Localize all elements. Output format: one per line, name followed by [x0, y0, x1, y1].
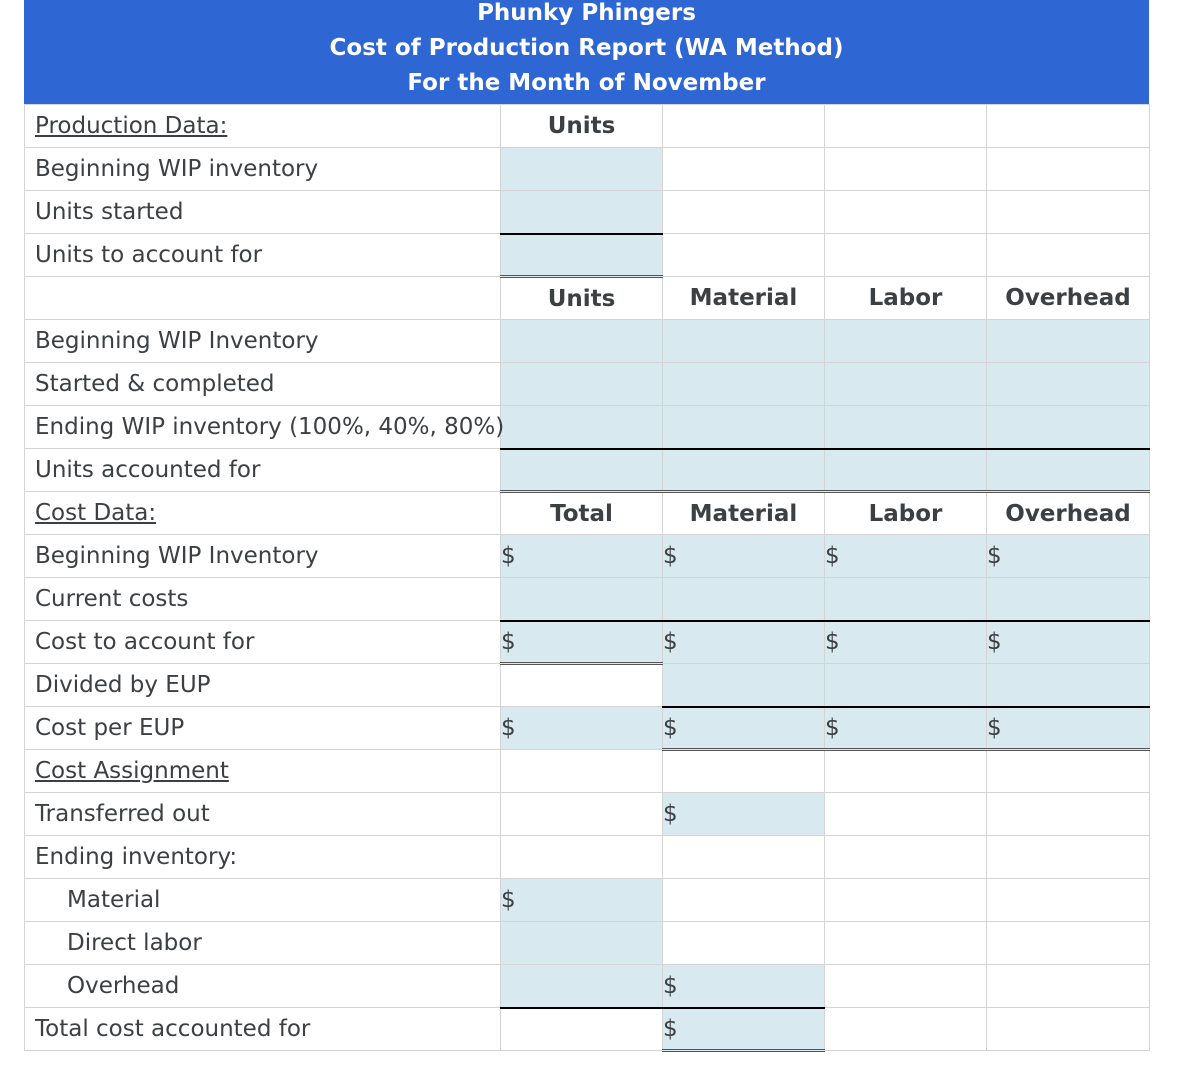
- table-row: [25, 965, 1150, 1008]
- report-period: For the Month of November: [407, 70, 766, 96]
- col-header: Labor: [825, 492, 987, 535]
- col-header: Overhead: [987, 492, 1150, 535]
- input-cell[interactable]: [663, 449, 825, 492]
- currency-input[interactable]: $: [987, 621, 1150, 664]
- input-cell[interactable]: [987, 406, 1150, 449]
- input-cell[interactable]: [987, 320, 1150, 363]
- row-label: Beginning WIP Inventory: [25, 320, 501, 363]
- table-row: [25, 105, 1150, 148]
- input-cell[interactable]: [825, 406, 987, 449]
- input-cell[interactable]: [987, 578, 1150, 621]
- input-cell[interactable]: [987, 664, 1150, 707]
- input-cell[interactable]: [501, 363, 663, 406]
- col-header: Units: [501, 277, 663, 320]
- row-label: Units to account for: [25, 234, 501, 277]
- table-row: [25, 707, 1150, 750]
- input-cell[interactable]: [501, 449, 663, 492]
- input-cell[interactable]: [501, 578, 663, 621]
- input-cell[interactable]: [501, 406, 663, 449]
- table-row: [25, 492, 1150, 535]
- currency-input[interactable]: $: [663, 965, 825, 1008]
- currency-input[interactable]: $: [501, 621, 663, 664]
- col-header: Overhead: [987, 277, 1150, 320]
- input-cell[interactable]: [825, 578, 987, 621]
- input-cell[interactable]: [987, 363, 1150, 406]
- table-row: [25, 535, 1150, 578]
- table-row: [25, 277, 1150, 320]
- row-label: Beginning WIP inventory: [25, 148, 501, 191]
- table-row: [25, 234, 1150, 277]
- units-header: Units: [501, 105, 663, 148]
- input-cell[interactable]: [663, 578, 825, 621]
- input-cell[interactable]: [825, 363, 987, 406]
- col-header: Material: [663, 277, 825, 320]
- currency-input[interactable]: $: [501, 879, 663, 922]
- row-label: Direct labor: [25, 922, 501, 965]
- currency-input[interactable]: $: [501, 707, 663, 750]
- input-cell[interactable]: [663, 406, 825, 449]
- table-row: [25, 664, 1150, 707]
- currency-input[interactable]: $: [663, 793, 825, 836]
- input-cell[interactable]: [987, 449, 1150, 492]
- table-row: [25, 793, 1150, 836]
- row-label: Total cost accounted for: [25, 1008, 501, 1051]
- table-row: [25, 578, 1150, 621]
- input-cell[interactable]: [501, 191, 663, 234]
- table-row: [25, 363, 1150, 406]
- input-cell[interactable]: [501, 965, 663, 1008]
- row-label: Units accounted for: [25, 449, 501, 492]
- table-row: [25, 1008, 1150, 1051]
- currency-input[interactable]: $: [501, 535, 663, 578]
- table-row: [25, 621, 1150, 664]
- currency-input[interactable]: $: [987, 535, 1150, 578]
- row-label: Ending inventory:: [25, 836, 501, 879]
- cost-data-label: Cost Data:: [25, 492, 501, 535]
- row-label: Units started: [25, 191, 501, 234]
- currency-input[interactable]: $: [663, 707, 825, 750]
- row-label: Started & completed: [25, 363, 501, 406]
- table-row: [25, 320, 1150, 363]
- table-row: [25, 449, 1150, 492]
- table-row: [25, 836, 1150, 879]
- input-cell[interactable]: [501, 922, 663, 965]
- input-cell[interactable]: [501, 234, 663, 277]
- row-label: Current costs: [25, 578, 501, 621]
- col-header: Material: [663, 492, 825, 535]
- cost-of-production-table: [24, 104, 1150, 1052]
- row-label: Overhead: [25, 965, 501, 1008]
- col-header: Labor: [825, 277, 987, 320]
- input-cell[interactable]: [825, 320, 987, 363]
- input-cell[interactable]: [501, 320, 663, 363]
- cost-assignment-label: Cost Assignment: [25, 750, 501, 793]
- report-title: Cost of Production Report (WA Method): [329, 35, 844, 61]
- input-cell[interactable]: [663, 664, 825, 707]
- table-row: [25, 750, 1150, 793]
- currency-input[interactable]: $: [663, 1008, 825, 1051]
- input-cell[interactable]: [663, 363, 825, 406]
- table-row: [25, 879, 1150, 922]
- col-header: Total: [501, 492, 663, 535]
- row-label: Cost to account for: [25, 621, 501, 664]
- table-row: [25, 148, 1150, 191]
- row-label: Beginning WIP Inventory: [25, 535, 501, 578]
- table-row: [25, 191, 1150, 234]
- currency-input[interactable]: $: [987, 707, 1150, 750]
- input-cell[interactable]: [663, 320, 825, 363]
- row-label: Divided by EUP: [25, 664, 501, 707]
- row-label: Transferred out: [25, 793, 501, 836]
- row-label: Material: [25, 879, 501, 922]
- row-label: Cost per EUP: [25, 707, 501, 750]
- table-row: [25, 406, 1150, 449]
- currency-input[interactable]: $: [663, 621, 825, 664]
- company-name: Phunky Phingers: [477, 0, 696, 26]
- production-data-label: Production Data:: [25, 105, 501, 148]
- input-cell[interactable]: [825, 449, 987, 492]
- report-header: [24, 0, 1149, 104]
- currency-input[interactable]: $: [825, 621, 987, 664]
- currency-input[interactable]: $: [825, 707, 987, 750]
- table-row: [25, 922, 1150, 965]
- input-cell[interactable]: [825, 664, 987, 707]
- input-cell[interactable]: [501, 148, 663, 191]
- currency-input[interactable]: $: [825, 535, 987, 578]
- currency-input[interactable]: $: [663, 535, 825, 578]
- row-label: Ending WIP inventory (100%, 40%, 80%): [25, 406, 501, 449]
